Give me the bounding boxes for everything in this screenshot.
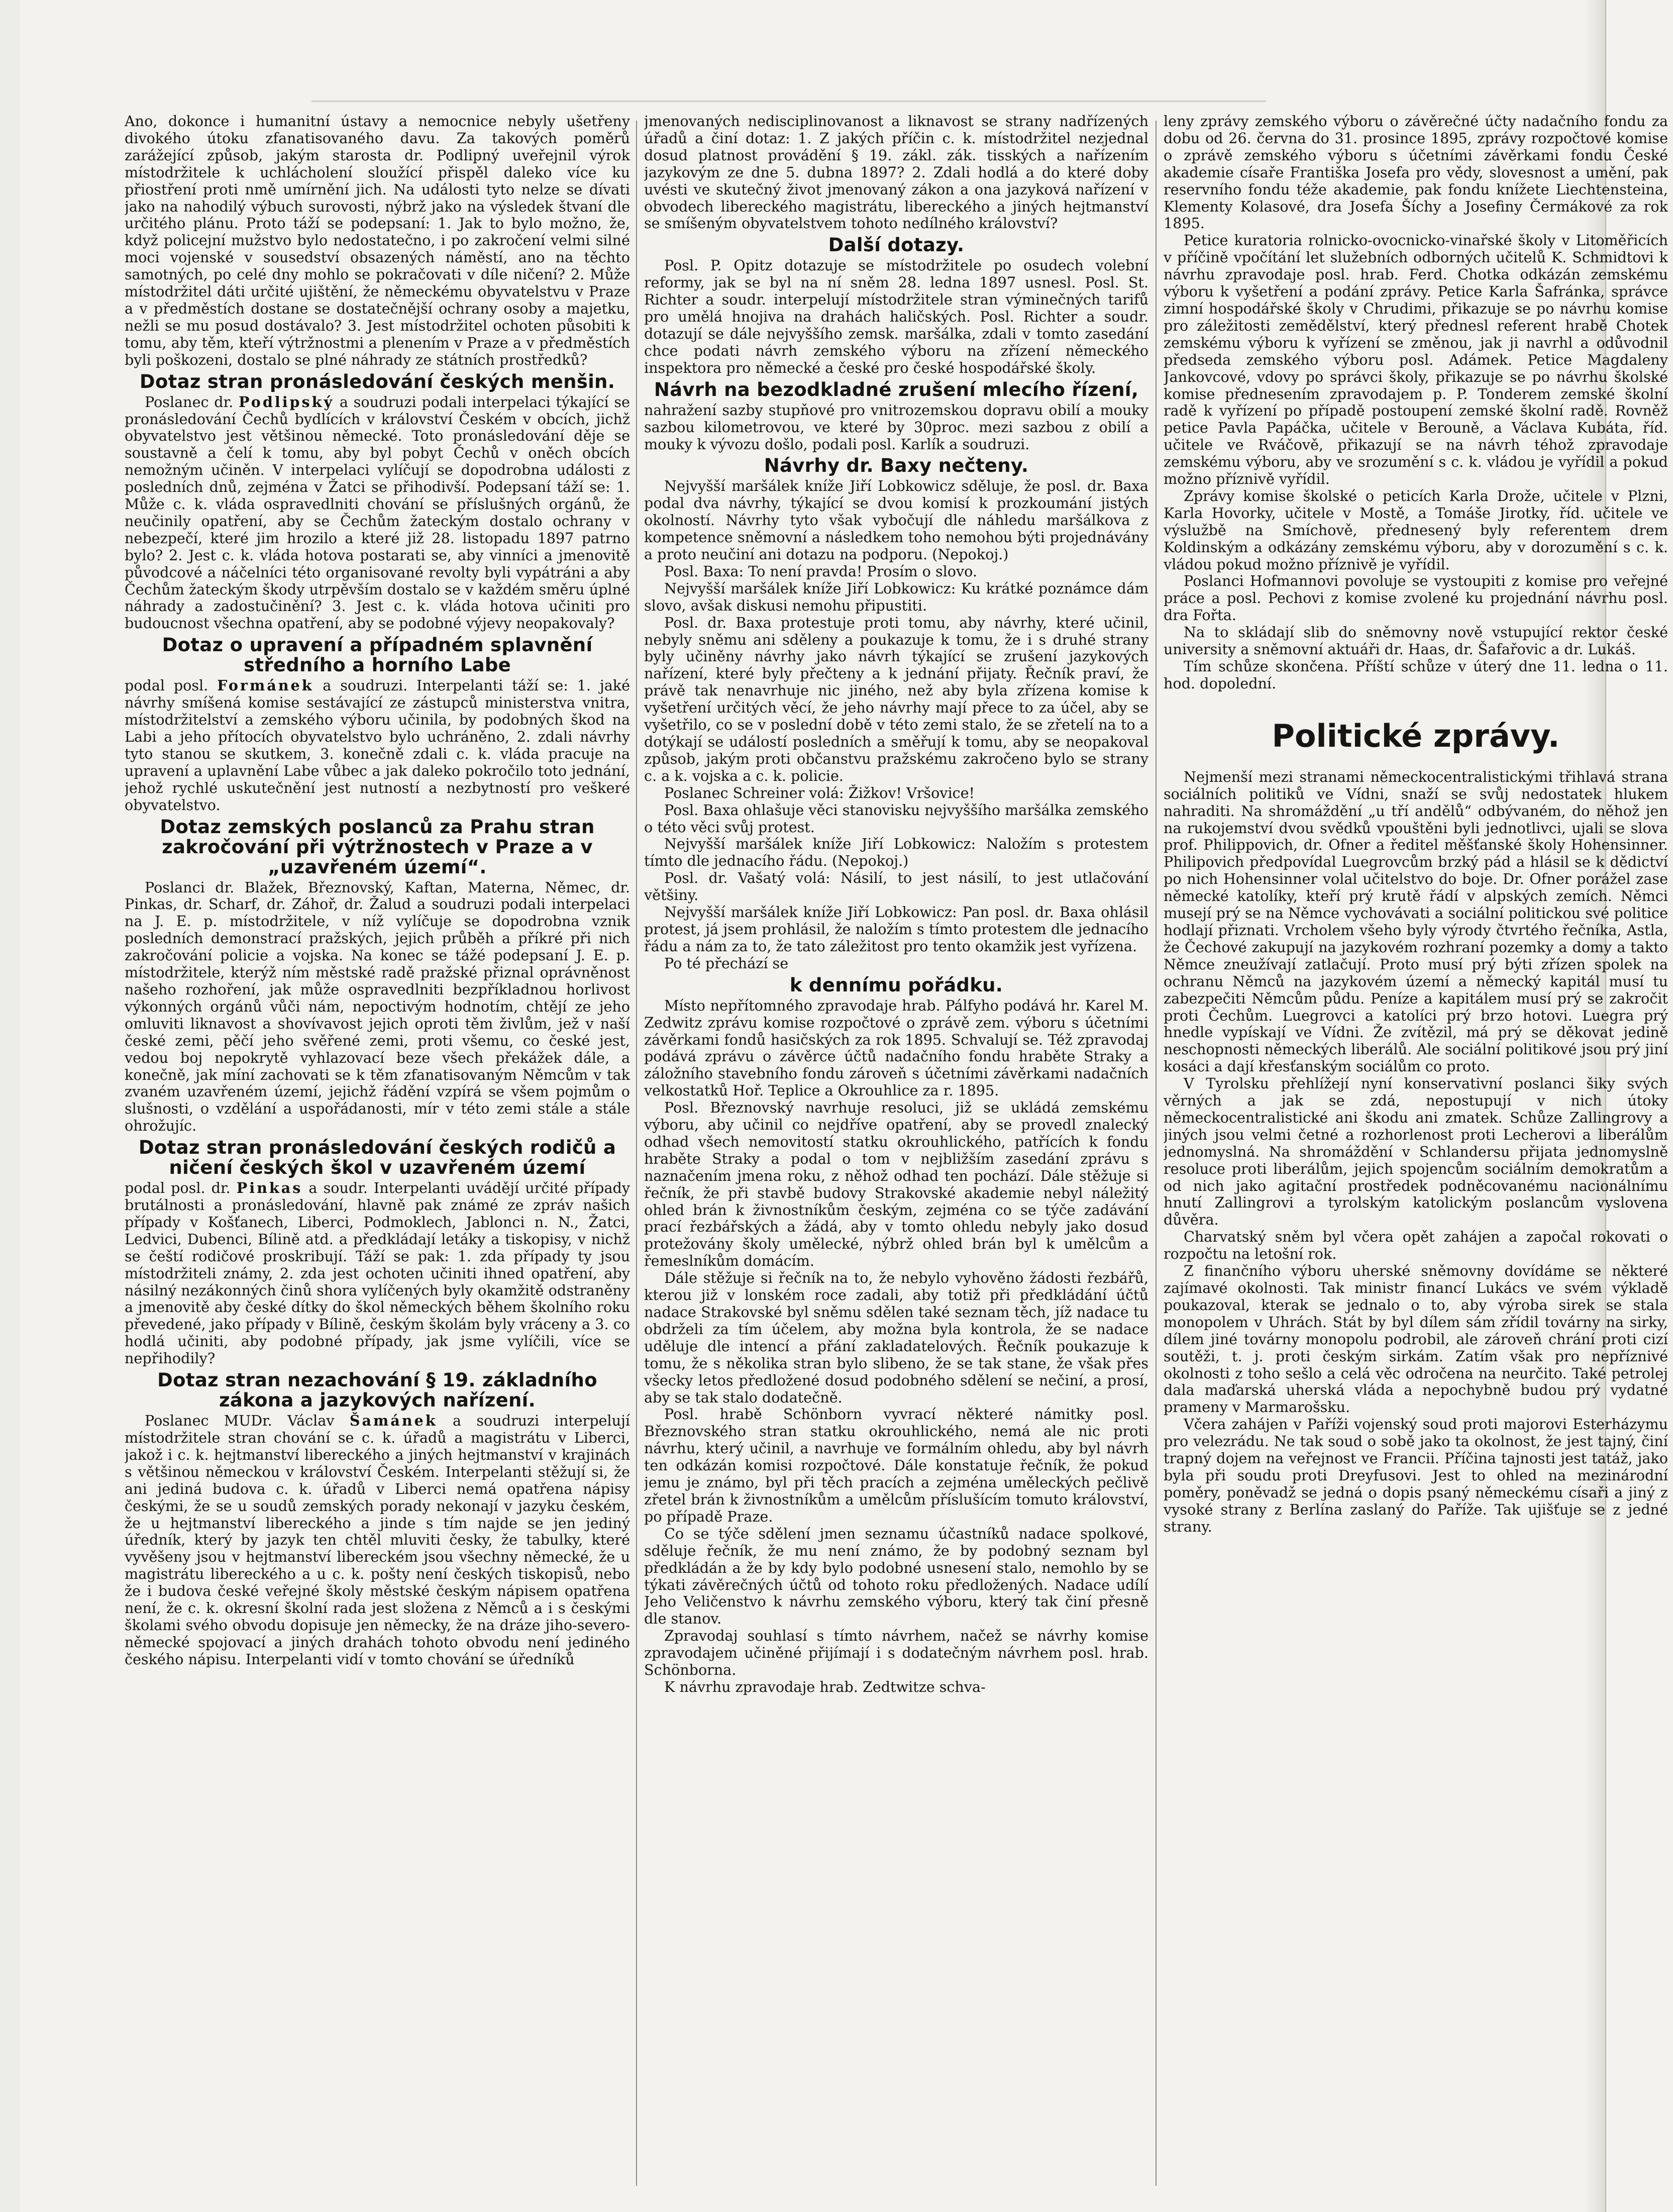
article-text: Co se týče sdělení jmen seznamu účastníků nadace spolkové, sděluje řečník, že mu není známo, že by podobný seznam byl předkládán a že by kdy bylo podobné usnesení stalo, nemohlo by se týkati závěrečných účtů od tohoto roku předložených. Nadace udílí Jeho Veličenstvo k návrhu zemského výboru, který tak činí přesně dle stanov. <box>644 1525 1148 1628</box>
article-text: Zprávy komise školské o peticích Karla Drože, učitele v Plzni, Karla Hovorky, učitele v Mostě, a Tomáše Jirotky, říd. učitele ve výslužbě na Smíchově, přednesený byly referentem drem Koldinským a odkázány zemskému výboru, aby v dorozumění s c. k. vládou pokud možno příznivě je vyřídil. <box>1164 487 1668 573</box>
article-text: Tím schůze skončena. Příští schůze v úterý dne 11. ledna o 11. hod. dopolední. <box>1164 658 1668 692</box>
deputy-name: Podlipský <box>239 393 335 411</box>
article-text: Posl. dr. Vašatý volá: Násilí, to jest násilí, to jest utlačování většiny. <box>644 869 1148 904</box>
section-heading: Další dotazy. <box>828 234 965 256</box>
article-text: Posl. P. Opitz dotazuje se místodržitele po osudech volební reformy, jak se byl na ní sněm 28. ledna 1897 usnesl. Posl. St. Richter a soudr. interpelují místodržitele stran výminečných tarifů pro umělá hnojiva na drahách haličských. Posl. Richter a soudr. dotazují se dále nejvyššího zemsk. maršálka, zdali v tomto zasedání chce podati návrh zemského výboru na zřízení německého inspektora pro německé a české pro české hospodářské školy. <box>644 257 1148 376</box>
section-heading: Dotaz stran pronásledování českých rodičů a ničení českých škol v uzavřeném území <box>138 1137 616 1179</box>
article-text: K návrhu zpravodaje hrab. Zedtwitze schva- <box>664 1678 986 1695</box>
article-text: Nejvyšší maršálek kníže Jiří Lobkowicz sděluje, že posl. dr. Baxa podal dva návrhy, týkající se dvou komisí k prozkoumání jistých okolností. Návrhy tyto však vybočují dle náhledu maršálkova z kompetence sněmovní a následkem toho nemohou býti projednávány a proto neučiní ani dotazu na podporu. (Nepokoj.) <box>644 477 1148 563</box>
top-rule <box>311 100 1266 102</box>
article-text: Posl. Baxa: To není pravda! Prosím o slovo. <box>664 562 977 580</box>
article-text: Charvatský sněm byl včera opět zahájen a započal rokovati o rozpočtu na letošní rok. <box>1164 1228 1668 1263</box>
article-text: Posl. Baxa ohlašuje věci stanovisku nejvyššího maršálka zemského o této věci svůj protest. <box>644 801 1148 836</box>
article-text: Dále stěžuje si řečník na to, že nebylo vyhověno žádosti řezbářů, kterou již v lonském roce zadali, aby totiž při předkládání účtů nadace Strakovské byl sněmu sdělen také seznam těch, jíž nadace tu obdrželi za tím účelem, aby možna byla kontrola, že se nadace uděluje dle intencí a přání zakladatelových. Řečník poukazuje k tomu, že s několika stran bylo slibeno, že se tak stane, že však přes všecky letos předložené dosud podobného sdělení se nečiní, a prosí, aby se tak stalo dodatečně. <box>644 1269 1148 1406</box>
section-heading: Návrhy dr. Baxy nečteny. <box>764 455 1029 477</box>
article-text: nahražení sazby stupňové pro vnitrozemskou dopravu obilí a mouky sazbou kilometrovou, ve které by 30proc. mezi sazbou z obilí a mouky k vývozu došlo, podali posl. Karlík a soudruzi. <box>644 401 1148 453</box>
article-text: Poslanec dr. Podlipský a soudruzi podali interpelaci týkající se pronásledování Čechů bydlících v království Českém v obcích, jichž obyvatelstvo jest většinou německé. Toto pronásledování děje se soustavně a čelí k tomu, aby byl pobyt Čechů v oněch obcích nemožným učiněn. V interpelaci vylíčují se dopodrobna události z posledních dnů, zejména v Žatci se přihodivší. Podepsaní táží se: 1. Může c. k. vláda ospravedlniti chování se příslušných orgánů, že neučinily opatření, aby se Čechům žateckým dostalo ochrany v nebezpečí, které jim hrozilo a které již 28. listopadu 1897 patrno bylo? 2. Jest c. k. vláda hotova postarati se, aby vinníci a jmenovitě původcové a náčelníci této organisované revolty byli vypátráni a aby Čechům žateckým škody utrpěvším dostalo se v každém směru úplné náhrady a zadostučinění? 3. Jest c. k. vláda hotova učiniti pro budoucnost všechna opatření, aby se podobné výjevy neopakovaly? <box>125 393 630 632</box>
article-text: Na to skládají slib do sněmovny nově vstupující rektor české university a sněmovní aktuáři dr. Haas, dr. Šafařovic a dr. Lukáš. <box>1164 624 1668 658</box>
article-text: Zpravodaj souhlasí s tímto návrhem, načež se návrhy komise zpravodajem učiněné přijímají i s dodatečným návrhem posl. hrab. Schönborna. <box>644 1627 1148 1679</box>
article-text: Nejmenší mezi stranami německocentralistickými třihlavá strana sociálních politiků ve Vídni, snaží se svůj nedostatek hlukem nahraditi. Na shromáždění „u tří andělů“ odbývaném, do něhož jen na rukojemství dvou svědků vpouštěni byli jednotlivci, ujali se slova prof. Philippovich, dr. Ofner a ředitel měšťanské školy Hohensinner. Philipovich předpovídal Luegrovcům brzký pád a hlásil se k dědictví po nich Hohensinner volal učitelstvo do boje. Dr. Ofner porážel zase německé katolíky, kteří prý krutě řádí v alpských zemích. Němci musejí prý se na Němce vychovávati a sociální politickou své politice hodlají přiznati. Vrcholem všeho byly výrody čtvrtého řečníka, Astla, že Čechové zakupují na jazykovém rozhraní pozemky a domy a takto Němce zneužívají zatlačují. Proto musí prý býti zřízen spolek na ochranu Němců na jazykovém území a německý kapitál musí tu zabezpečiti Němcům půdu. Peníze a kapitálem musí prý se zakročit proti Čechům. Luegrovci a katolíci prý brzo hotovi. Luegra prý hnedle vypískají ve Vídni. Že zvítězil, má prý se děkovat jedině neschopnosti německých liberálů. Ale sociální politikové jsou prý jiní kosáci a dají křesťanským sociálům co proto. <box>1164 768 1668 1075</box>
article-text: Posl. Březnovský navrhuje resoluci, již se ukládá zemskému výboru, aby učinil co nejdříve opatření, aby se provedl znalecký odhad všech nemovitostí statku okrouhlického, patřících k fondu hraběte Straky a podal o tom v nejbližším zasedání zprávu s naznačením jmena roku, z něhož odhad ten pochází. Dále stěžuje si řečník, že při stavbě budovy Strakovské akademie nebyl náležitý ohled brán k živnostníkům českým, zejména co se týče zadávání prací řezbářských a žádá, aby v tomto ohledu nebyly jako dosud protežovány školy umělecké, nýbrž ohled brán byl k umělcům a řemeslníkům domácím. <box>644 1099 1148 1270</box>
column-3 <box>1164 113 1668 2188</box>
article-text: jmenovaných nedisciplinovanost a liknavost se strany nadřízených úřadů a činí dotaz: 1. Z jakých příčin c. k. místodržitel nezjednal dosud platnost provádění § 19. zákl. zák. tisských a nařízením jazykovým ze dne 5. dubna 1897? 2. Zdali hodlá a do které doby uvésti ve skutečný život jmenovaný zákon a ona jazyková nařízení v obvodech libereckého magistrátu, libereckého a jiných hejtmanství se smíšeným obyvatelstvem tohoto nedílného království? <box>644 113 1148 232</box>
section-heading: Dotaz zemských poslanců za Prahu stran zakročování při výtržnostech v Praze a v „uzavřeném území“. <box>160 816 595 878</box>
column-2 <box>644 113 1148 2188</box>
article-text: Z finančního výboru uherské sněmovny dovídáme se některé zajímavé okolnosti. Tak ministr financí Lukács ve svém výkladě poukazoval, kterak se jednalo o to, aby výroba sirek se stala monopolem v Uhrách. Stát by byl dílem sám zřídil továrny na sirky, dílem jiné továrny monopolu podrobil, ale zároveň chrání proti cizí soutěži, t. j. proti českým sirkám. Zatím však pro nepříznivé okolnosti z toho sešlo a celá věc odročena na neurčito. Také petrolej dala maďarská uherská vláda a nepochybně budou prý vydatné prameny v Marmarošsku. <box>1164 1262 1668 1416</box>
article-text: Nejvyšší maršálek kníže Jiří Lobkowicz: Ku krátké poznámce dám slovo, avšak diskusi nemohu připustiti. <box>644 579 1148 614</box>
deputy-name: Šamánek <box>349 1412 438 1430</box>
article-text: Poslanec MUDr. Václav Šamánek a soudruzi interpelují místodržitele stran chování se c. k. úřadů a magistrátu v Liberci, jakož i c. k. hejtmanství libereckého a jiných hejtmanství v krajinách s většinou německou v království Českém. Interpelanti stěžují si, že ani jediná budova c. k. úřadů v Liberci nemá opatřena nápisy českými, že se u soudů zemských porady nekonají v jazyku českém, že u hejtmanství libereckého a jinde s tím najde se jen jediný úředník, který by jazyk ten chtěl mluviti česky, že tabulky, které vyvěšeny jsou v hejtmanství libereckém jsou všechny německé, že u magistrátu libereckého a u c. k. pošty není českých tiskopisů, nebo že i budova české veřejné školy městské českým nápisem opatřena není, že c. k. okresní školní rada jest složena z Němců a i s českými školami svého obvodu dopisuje jen německy, že na dráze jiho-severo-německé spojovací a jiných drahách tohoto obvodu není jediného českého nápisu. Interpelanti vidí v tomto chování se úředníků <box>125 1412 630 1668</box>
section-title: Politické zprávy. <box>1272 717 1560 754</box>
article-text: podal posl. dr. Pinkas a soudr. Interpelanti uvádějí určité případy brutálnosti a pronásledování, hlavně pak známé ze zpráv našich případy v Košťanech, Liberci, Podmoklech, Jablonci n. N., Žatci, Ledvici, Dubenci, Bílině atd. a předkládají letáky a tiskopisy, v nichž se čeští rodičové proskribují. Táží se pak: 1. zda případy ty jsou místodržiteli známy, 2. zda jest ochoten učiniti ihned opatření, aby násilný nezákonných činů shora vylíčených byly okamžitě odstraněny a jmenovitě aby české dítky do škol německých během školního roku převedené, jako případy v Bílině, českým školám byly vráceny a 3. co hodlá učiniti, aby podobné případy, jak jsme vylíčili, více se nepřihodily? <box>125 1179 630 1367</box>
article-text: Poslanec Schreiner volá: Žižkov! Vršovice! <box>664 784 975 801</box>
section-heading: Návrh na bezodkladné zrušení mlecího řízení, <box>654 378 1139 400</box>
column-rule-left <box>636 121 637 2186</box>
article-text: Poslanci dr. Blažek, Březnovský, Kaftan, Materna, Němec, dr. Pinkas, dr. Scharf, dr. Záhoř, dr. Žalud a soudruzi podali interpelaci na J. E. p. místodržitele, v níž vylíčuje se dopodrobna vznik posledních demonstrací pražských, jejich průběh a příkré při nich zakročování policie a vojska. Na konec se tážé podepsaní J. E. p. místodržitele, kterýž ním městské radě pražské přiznal oprávněnost našeho rozhoření, jak může ospravedlniti bezpříkladnou horlivost výkonných orgánů vůči nám, nepoctivým hodnotím, chtějí ze jeho omluviti liknavost a shovívavost jejich oproti těm živlům, jež v naší české zemi, pěčí jeho svěřené zemi, proti všemu, co české jest, vedou boj nepokrytě vyhlazovací beze všech překážek dále, a konečně, jak míní zachovati se k těm zfanatisovaným Němcům v tak zvaném uzavřeném území, jejichž řádění vzpírá se všem pojmům o slušnosti, o vzdělání a uspořádanosti, mír v této zemi stále a stále ohrožujíc. <box>125 878 630 1135</box>
article-text: Nejvyšší maršálek kníže Jiří Lobkowicz: Naložím s protestem tímto dle jednacího řádu. (Nepokoj.) <box>644 835 1148 870</box>
column-rule-right <box>1156 121 1157 2186</box>
section-heading: Dotaz stran pronásledování českých menšin. <box>139 370 615 392</box>
article-text: Místo nepřítomného zpravodaje hrab. Pálfyho podává hr. Karel M. Zedwitz zprávu komise rozpočtové o zprávě zem. výboru s účetními závěrkami fondů hasičských za rok 1895. Schvalují se. Též zpravodaj podává zprávu o závěrce účtů nadačního fondu hraběte Straky a záložního stavebního fondu zároveň s účetními závěrkami nadačních velkostatků Hoř. Teplice a Okrouhlice za r. 1895. <box>644 996 1148 1099</box>
article-text: Ano, dokonce i humanitní ústavy a nemocnice nebyly ušetřeny divokého útoku zfanatisovaného davu. Za takových poměrů zarážející způsob, jakým starosta dr. Podlipný uveřejnil výrok místodržitele k uchlácholení sloužící přispěl daleko více ku přiostření proti nmě umírnění jich. Na události tyto nelze se dívati jako na nahodilý výbuch surovosti, nýbrž jako na výsledek štvaní dle určitého plánu. Proto táží se podepsaní: 1. Jak to bylo možno, že, když policejní mužstvo bylo nedostatečno, i po zakročení velmi silné moci vojenské v sousedství obsazených náměstí, ano na těchto samotných, po celé dny mohlo se pokračovati v díle ničení? 2. Může místodržitel dáti určité ujištění, že německému obyvatelstvu v Praze a v předměstích dostane se dostatečnější ochrany osoby a majetku, nežli se mu posud dostávalo? 3. Jest místodržitel ochoten působiti k tomu, aby těm, kteří výtržnostmi a plenením v Praze a v předměstích byli poškozeni, dostalo se plné náhrady ze státních prostředků? <box>125 113 630 368</box>
article-text: Posl. dr. Baxa protestuje proti tomu, aby návrhy, které učinil, nebyly sněmu ani sděleny a poukazuje k tomu, že i s druhé strany byly učiněny návrhy jako návrh týkající se zrušení jazykových nařízení, které byly přečteny a k jednání přijaty. Řečník praví, že právě tak nenavrhuje nic jiného, než aby byla zřízena komise k vyšetření určitých věcí, že jeho návrhy mají přece to za účel, aby se vyšetřilo, co se v poslední době v této zemi stalo, že se zřetelí na to a dotýkají se událostí posledních a směřují k tomu, aby se neopakoval způsob, jakým proti občanstvu pražskému zakročeno bylo se strany c. a k. vojska a c. k. policie. <box>644 614 1148 784</box>
section-heading: Dotaz o upravení a případném splavnění středního a horního Labe <box>162 634 593 676</box>
column-1 <box>125 113 630 2188</box>
section-heading: Dotaz stran nezachování § 19. základního zákona a jazykových nařízení. <box>157 1369 597 1412</box>
article-text: Včera zahájen v Paříži vojenský soud proti majorovi Esterházymu pro velezrádu. Ne tak soud o sobě jako ta okolnost, že jest tajný, činí trapný dojem na veřejnost ve Francii. Příčina tajnosti jest tatáž, jako byla při soudu proti Dreyfusovi. Jest to ohled na mezinárodní poměry, poněvadž se jedná o dopis psaný německému císaři a jiný z vysoké strany z Berlína zaslaný do Paříže. Tak ujišťuje se z jedné strany. <box>1164 1416 1668 1535</box>
article-text: Petice kuratoria rolnicko-ovocnicko-vinařské školy v Litoměřicích v příčině vpočítání let služebních odborných učitelů K. Schmidtovi k návrhu zpravodaje posl. hrab. Ferd. Chotka odkázán zemskému výboru k vyšetření a podání zprávy. Petice Karla Šafránka, správce zimní hospodářské školy v Chrudimi, přikazuje se po návrhu komise pro záležitosti zemědělství, který přednesl referent hrabě Chotek zemskému výboru k vyřízení se změnou, jak ji navrhl a odůvodnil předseda zemského výboru posl. Adámek. Petice Magdaleny Jankovcové, vdovy po správci školy, přikazuje se po návrhu školské komise přednesením zpravodajem p. P. Tonderem zemské školní radě k vyřízení po případě postoupení zemské školní radě. Rovněž petice Pavla Papáčka, učitele v Berouně, a Václava Kubáta, říd. učitele ve Rváčově, přikazují se na návrh téhož zpravodaje zemskému výboru, aby ve srozumění s c. k. vládou je vyřídil a pokud možno příznivě vyřídil. <box>1164 232 1668 488</box>
article-text: Po té přechází se <box>664 954 789 972</box>
article-text: Nejvyšší maršálek kníže Jiří Lobkowicz: Pan posl. dr. Baxa ohlásil protest, já jsem prohlásil, že naložím s tímto protestem dle jednacího řádu a nám za to, že tato záležitost pro tento okamžik jest vyřízena. <box>644 903 1148 955</box>
article-text: V Tyrolsku přehlížejí nyní konservativní poslanci šiky svých věrných a jak se zdá, nepostupují v nich útoky německocentralistické ani škodu ani zmatek. Schůze Zallingrovy a jiných jsou velmi četné a rozhorlenost proti Lecherovi a liberálům jednomyslná. Na shromáždění v Schlandersu přijata jednomyslně resoluce proti liberálům, jejich spojencům sociálním demokratům a od nich jako agitační prostředek podněcovanému nacionálnímu hnutí Zallingrovi a tyrolským katolickým poslancům vyslovena důvěra. <box>1164 1075 1668 1229</box>
article-text: Posl. hrabě Schönborn vyvrací některé námitky posl. Březnovského stran statku okrouhlického, nemá ale nic proti návrhu, který učinil, a navrhuje ve formálním ohledu, aby byl návrh ten odkázán komisi rozpočtové. Dále konstatuje řečník, že pokud jemu je známo, byl při těch pracích a zejména uměleckých pečlivě zřetel brán k živnostníkům a umělcům příslušícím tomuto království, po případě Praze. <box>644 1405 1148 1525</box>
section-heading: k dennímu pořádku. <box>789 974 1003 996</box>
deputy-name: Pinkas <box>236 1179 303 1197</box>
article-text: leny zprávy zemského výboru o závěrečné účty nadačního fondu za dobu od 26. června do 31. prosince 1895, zprávy rozpočtové komise o zprávě zemského výboru s účetními závěrkami fondu České akademie císaře Františka Josefa pro vědy, slovesnost a umění, pak reservního fondu téže akademie, pak fondu knížete Liechtensteina, Klementy Kolasové, dra Josefa Šíchy a Josefiny Čermákové za rok 1895. <box>1164 113 1668 232</box>
article-text: podal posl. Formánek a soudruzi. Interpelanti táží se: 1. jaké návrhy smíšená komise sestávající ze zástupců ministerstva vnitra, místodržitelství a zemského výboru učinila, by podobných škod na Labi a jeho přítocích obyvatelstvo bylo uchráněno, 2. zdali návrhy tyto stanou se skutkem, 3. konečně zdali c. k. vláda pracuje na upravení a uplavnění Labe vůbec a jak daleko pokročilo toto jednání, jehož rychlé uskutečnění jest nutností a nezbytností pro veškeré obyvatelstvo. <box>125 677 630 814</box>
article-text: Poslanci Hofmannovi povoluje se vystoupiti z komise pro veřejné práce a posl. Pechovi z komise zvolené ku projednání návrhu posl. dra Fořta. <box>1164 572 1668 624</box>
deputy-name: Formánek <box>217 677 314 694</box>
